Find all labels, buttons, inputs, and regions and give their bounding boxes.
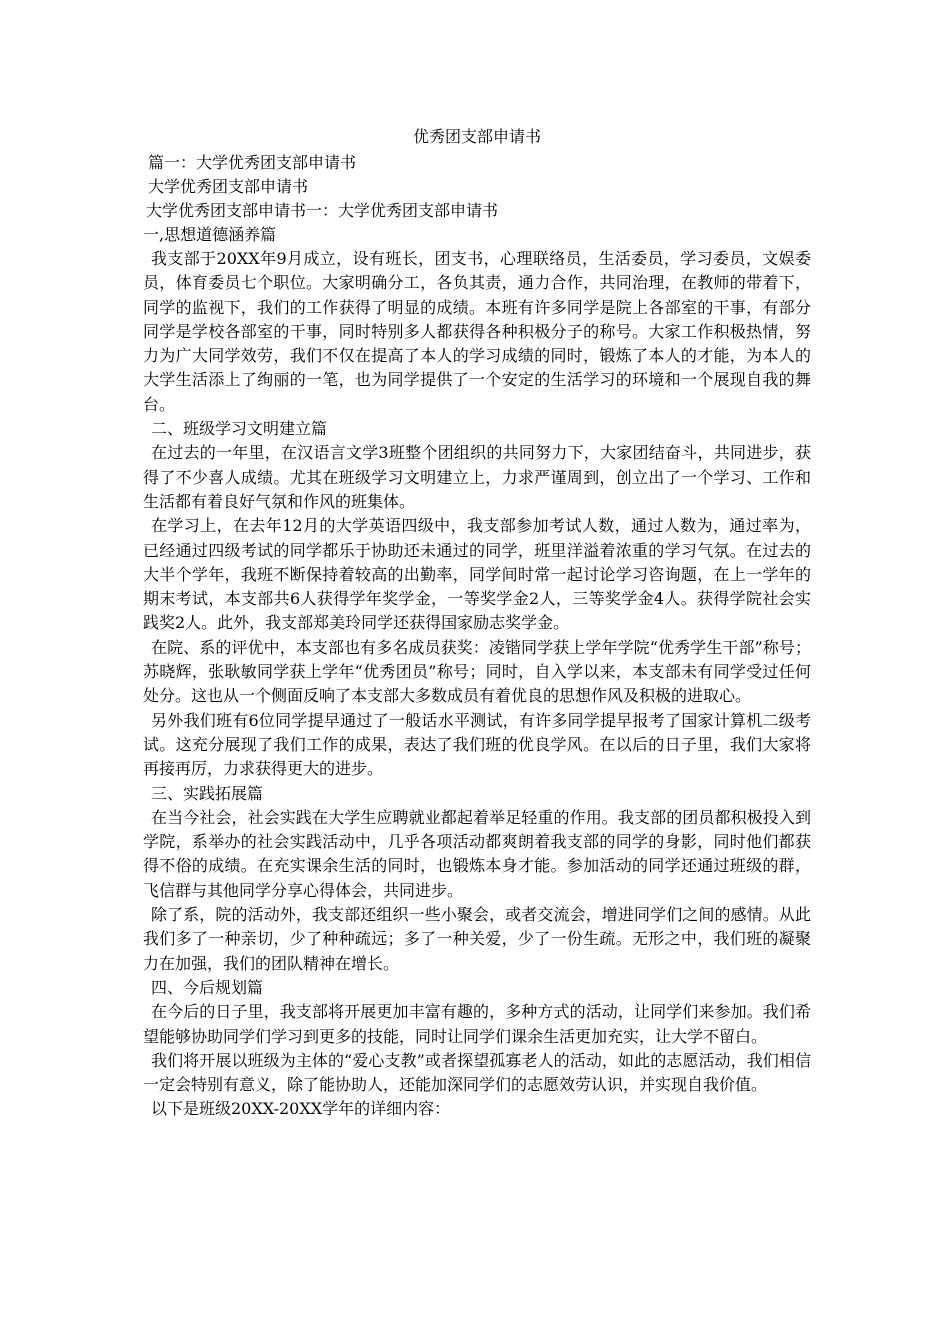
paragraph-3: 在学习上，在去年12月的大学英语四级中，我支部参加考试人数，通过人数为，通过率为，已经通过四级考试的同学都乐于协助还未通过的同学，班里洋溢着浓重的学习气氛。在过去的大半个学年，我班不断保持着较高的出勤率，同学间时常一起讨论学习咨询题，在上一学年的期末考试，本支部共6人获得学年奖学金，一等奖学金2人，三等奖学金4人。获得学院社会实践奖2人。此外，我支部郑美玲同学还获得国家励志奖学金。 <box>143 516 811 633</box>
paragraph-9: 我们将开展以班级为主体的“爱心支教”或者探望孤寡老人的活动，如此的志愿活动，我们相信一定会特别有意义，除了能协助人，还能加深同学们的志愿效劳认识，并实现自我价值。 <box>143 1050 811 1095</box>
article-subtitle: 大学优秀团支部申请书一：大学优秀团支部申请书 <box>146 201 499 220</box>
section-heading-2: 二、班级学习文明建立篇 <box>151 419 328 439</box>
paragraph-2: 在过去的一年里，在汉语言文学3班整个团组织的共同努力下，大家团结奋斗，共同进步，获得了不少喜人成绩。尤其在班级学习文明建立上，力求严谨周到，创立出了一个学习、工作和生活都有着良好气氛和作风的班集体。 <box>143 443 811 511</box>
paragraph-8: 在今后的日子里，我支部将开展更加丰富有趣的，多种方式的活动，让同学们来参加。我们希望能够协助同学们学习到更多的技能，同时让同学们课余生活更加充实，让大学不留白。 <box>143 1002 811 1046</box>
article-heading: 篇一：大学优秀团支部申请书 <box>148 153 357 172</box>
paragraph-1: 我支部于20XX年9月成立，设有班长，团支书，心理联络员，生活委员，学习委员，文娱委员，体育委员七个职位。大家明确分工，各负其责，通力合作，共同治理，在教师的带着下，同学的监视下，我们的工作获得了明显的成绩。本班有许多同学是院上各部室的干事，有部分同学是学校各部室的干事，同时特别多人都获得各种积极分子的称号。大家工作积极热情，努力为广大同学效劳，我们不仅在提高了本人的学习成绩的同时，锻炼了本人的才能，为本人的大学生活添上了绚丽的一笔，也为同学提供了一个安定的生活学习的环境和一个展现自我的舞台。 <box>143 249 811 414</box>
document-page <box>143 124 811 1122</box>
section-heading-4: 四、今后规划篇 <box>151 977 264 997</box>
section-heading-1: 一,思想道德涵养篇 <box>143 225 277 244</box>
paragraph-6: 在当今社会，社会实践在大学生应聘就业都起着举足轻重的作用。我支部的团员都积极投入到学院，系举办的社会实践活动中，几乎各项活动都爽朗着我支部的同学的身影，同时他们都获得不俗的成绩。在充实课余生活的同时，也锻炼本身才能。参加活动的同学还通过班级的群，飞信群与其他同学分享心得体会，共同进步。 <box>143 807 811 900</box>
paragraph-10: 以下是班级20XX-20XX学年的详细内容： <box>151 1099 451 1119</box>
paragraph-5: 另外我们班有6位同学提早通过了一般话水平测试，有许多同学提早报考了国家计算机二级考试。这充分展现了我们工作的成果，表达了我们班的优良学风。在以后的日子里，我们大家将再接再厉，力求获得更大的进步。 <box>143 710 811 779</box>
document-title: 优秀团支部申请书 <box>412 127 541 146</box>
section-heading-3: 三、实践拓展篇 <box>151 783 264 803</box>
paragraph-7: 除了系，院的活动外，我支部还组织一些小聚会，或者交流会，增进同学们之间的感情。从此我们多了一种亲切，少了种种疏远；多了一种关爱，少了一份生疏。无形之中，我们班的凝聚力在加强，我们的团队精神在增长。 <box>143 905 811 973</box>
article-subheading: 大学优秀团支部申请书 <box>148 177 309 196</box>
paragraph-4: 在院、系的评优中，本支部也有多名成员获奖：凌锴同学获上学年学院“优秀学生干部”称号；苏晓辉，张耿敏同学获上学年“优秀团员”称号；同时，自入学以来，本支部未有同学受过任何处分。这也从一个侧面反响了本支部大多数成员有着优良的思想作风及积极的进取心。 <box>143 637 811 706</box>
